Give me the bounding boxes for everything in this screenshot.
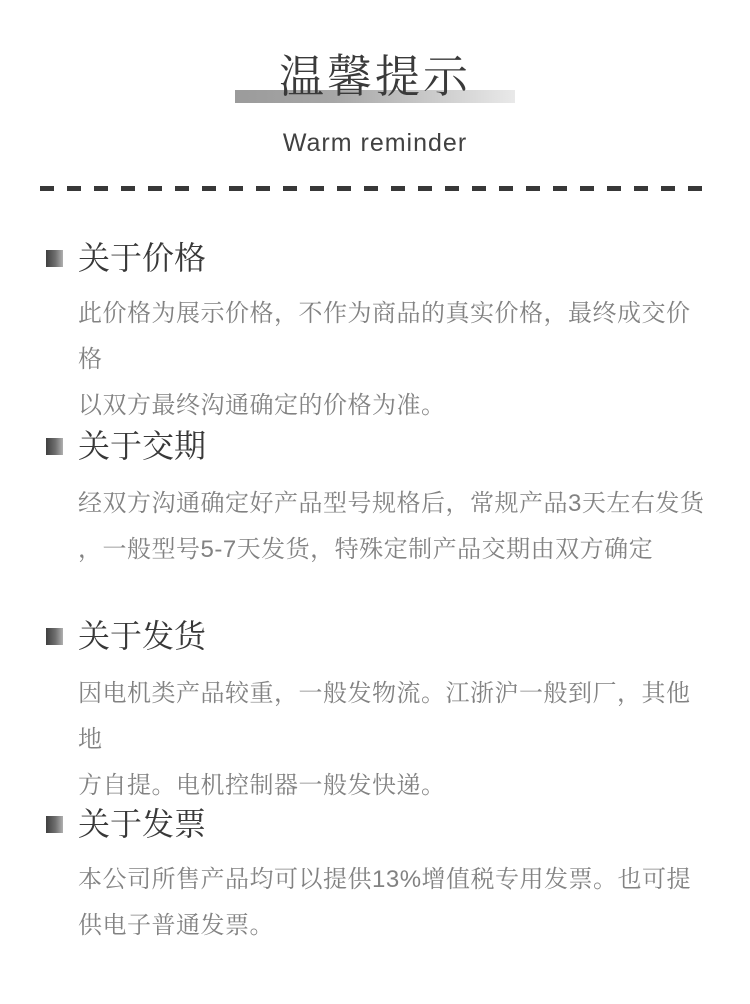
square-bullet-icon xyxy=(46,816,63,833)
section-heading-delivery-time xyxy=(46,426,206,466)
section-body-delivery-time: 经双方沟通确定好产品型号规格后，常规产品3天左右发货 ，一般型号5-7天发货，特殊定制产品交期由双方确定 xyxy=(78,490,705,563)
section-body-shipping: 因电机类产品较重，一般发物流。江浙沪一般到厂，其他地 方自提。电机控制器一般发快递。 xyxy=(78,680,691,799)
section-heading-invoice xyxy=(46,804,206,844)
square-bullet-icon xyxy=(46,438,63,455)
dashed-divider xyxy=(40,186,712,191)
section-heading-label: 关于价格 xyxy=(78,240,207,276)
section-body-price: 此价格为展示价格，不作为商品的真实价格，最终成交价格 以双方最终沟通确定的价格为准。 xyxy=(78,300,691,419)
section-body-invoice: 本公司所售产品均可以提供13%增值税专用发票。也可提 供电子普通发票。 xyxy=(78,866,692,939)
section-heading-label: 关于发票 xyxy=(78,806,207,842)
page-subtitle: Warm reminder xyxy=(282,129,468,157)
section-heading-label: 关于发货 xyxy=(78,618,207,654)
section-heading-label: 关于交期 xyxy=(78,428,207,464)
square-bullet-icon xyxy=(46,628,63,645)
section-heading-price xyxy=(46,238,206,278)
page-title: 温馨提示 xyxy=(278,51,471,102)
square-bullet-icon xyxy=(46,250,63,267)
section-heading-shipping xyxy=(46,616,206,656)
